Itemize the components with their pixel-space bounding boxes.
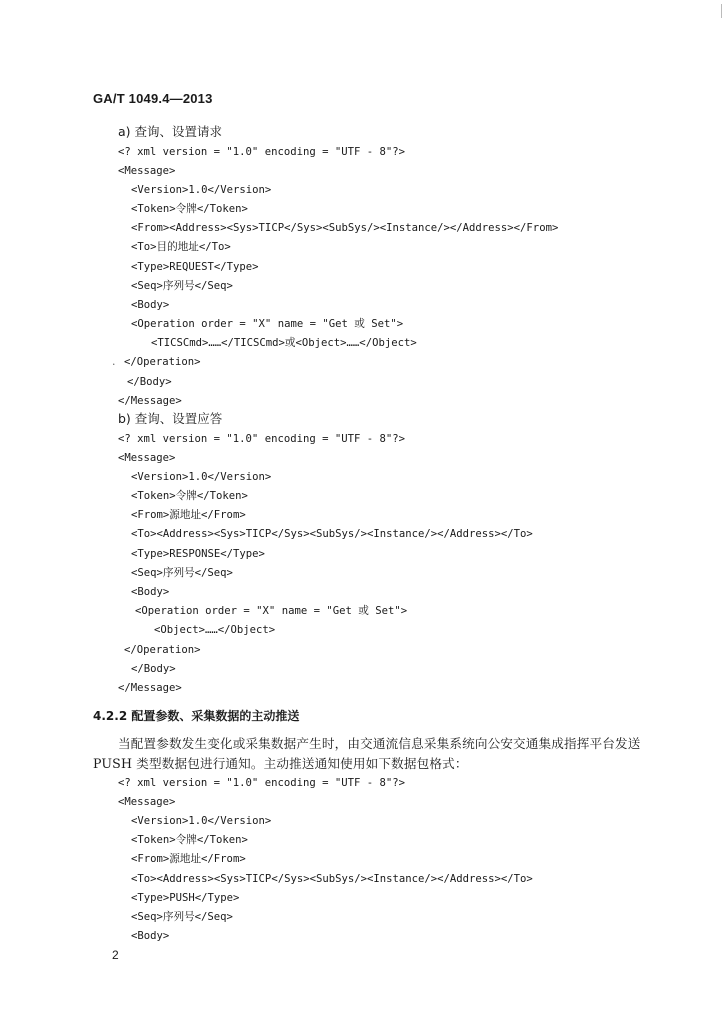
standard-header: GA/T 1049.4—2013 — [93, 91, 213, 106]
scan-mark — [721, 4, 722, 18]
code-line: <Version>1.0</Version> — [131, 184, 272, 196]
code-line: <From>源地址</From> — [131, 509, 246, 521]
body-paragraph-line: 当配置参数发生变化或采集数据产生时，由交通流信息采集系统向公安交通集成指挥平台发送 — [118, 736, 641, 751]
code-line: <Message> — [118, 796, 176, 808]
code-line: </Operation> — [124, 356, 201, 368]
code-line: <Operation order = "X" name = "Get 或 Set"> — [131, 318, 404, 330]
code-line: <Seq>序列号</Seq> — [131, 280, 233, 292]
code-line: <Version>1.0</Version> — [131, 815, 272, 827]
code-line: <Body> — [131, 586, 170, 598]
code-line: <? xml version = "1.0" encoding = "UTF - 8"?> — [118, 146, 406, 158]
code-line: <From>源地址</From> — [131, 853, 246, 865]
code-line: </Message> — [118, 682, 182, 694]
code-line: <Seq>序列号</Seq> — [131, 911, 233, 923]
page-number: 2 — [112, 948, 119, 962]
code-line: <Operation order = "X" name = "Get 或 Set"> — [135, 605, 408, 617]
code-line: <To><Address><Sys>TICP</Sys><SubSys/><Instance/></Address></To> — [131, 873, 533, 885]
code-line: <Type>REQUEST</Type> — [131, 261, 259, 273]
code-line: </Body> — [131, 663, 176, 675]
subsection-a-title: a) 查询、设置请求 — [118, 124, 223, 139]
code-line: <Message> — [118, 165, 176, 177]
code-line: <Token>令牌</Token> — [131, 834, 248, 846]
subsection-b-title: b) 查询、设置应答 — [118, 411, 223, 426]
code-line: </Operation> — [124, 644, 201, 656]
code-line: <Type>RESPONSE</Type> — [131, 548, 265, 560]
section-heading: 4.2.2 配置参数、采集数据的主动推送 — [93, 709, 300, 723]
code-line: <To>目的地址</To> — [131, 241, 231, 253]
scan-speck: · — [112, 358, 116, 371]
code-line: <? xml version = "1.0" encoding = "UTF - 8"?> — [118, 777, 406, 789]
code-line: </Body> — [127, 376, 172, 388]
code-line: <Message> — [118, 452, 176, 464]
code-line: <Token>令牌</Token> — [131, 490, 248, 502]
code-line: <From><Address><Sys>TICP</Sys><SubSys/><Instance/></Address></From> — [131, 222, 559, 234]
code-line: <Body> — [131, 930, 170, 942]
code-line: <TICSCmd>……</TICSCmd>或<Object>……</Object> — [151, 337, 417, 349]
code-line: <Type>PUSH</Type> — [131, 892, 240, 904]
body-paragraph-line: PUSH 类型数据包进行通知。主动推送通知使用如下数据包格式： — [93, 756, 468, 771]
code-line: <? xml version = "1.0" encoding = "UTF - 8"?> — [118, 433, 406, 445]
code-line: <Version>1.0</Version> — [131, 471, 272, 483]
code-line: <To><Address><Sys>TICP</Sys><SubSys/><Instance/></Address></To> — [131, 528, 533, 540]
code-line: <Seq>序列号</Seq> — [131, 567, 233, 579]
code-line: <Token>令牌</Token> — [131, 203, 248, 215]
code-line: <Object>……</Object> — [154, 624, 276, 636]
code-line: <Body> — [131, 299, 170, 311]
code-line: </Message> — [118, 395, 182, 407]
